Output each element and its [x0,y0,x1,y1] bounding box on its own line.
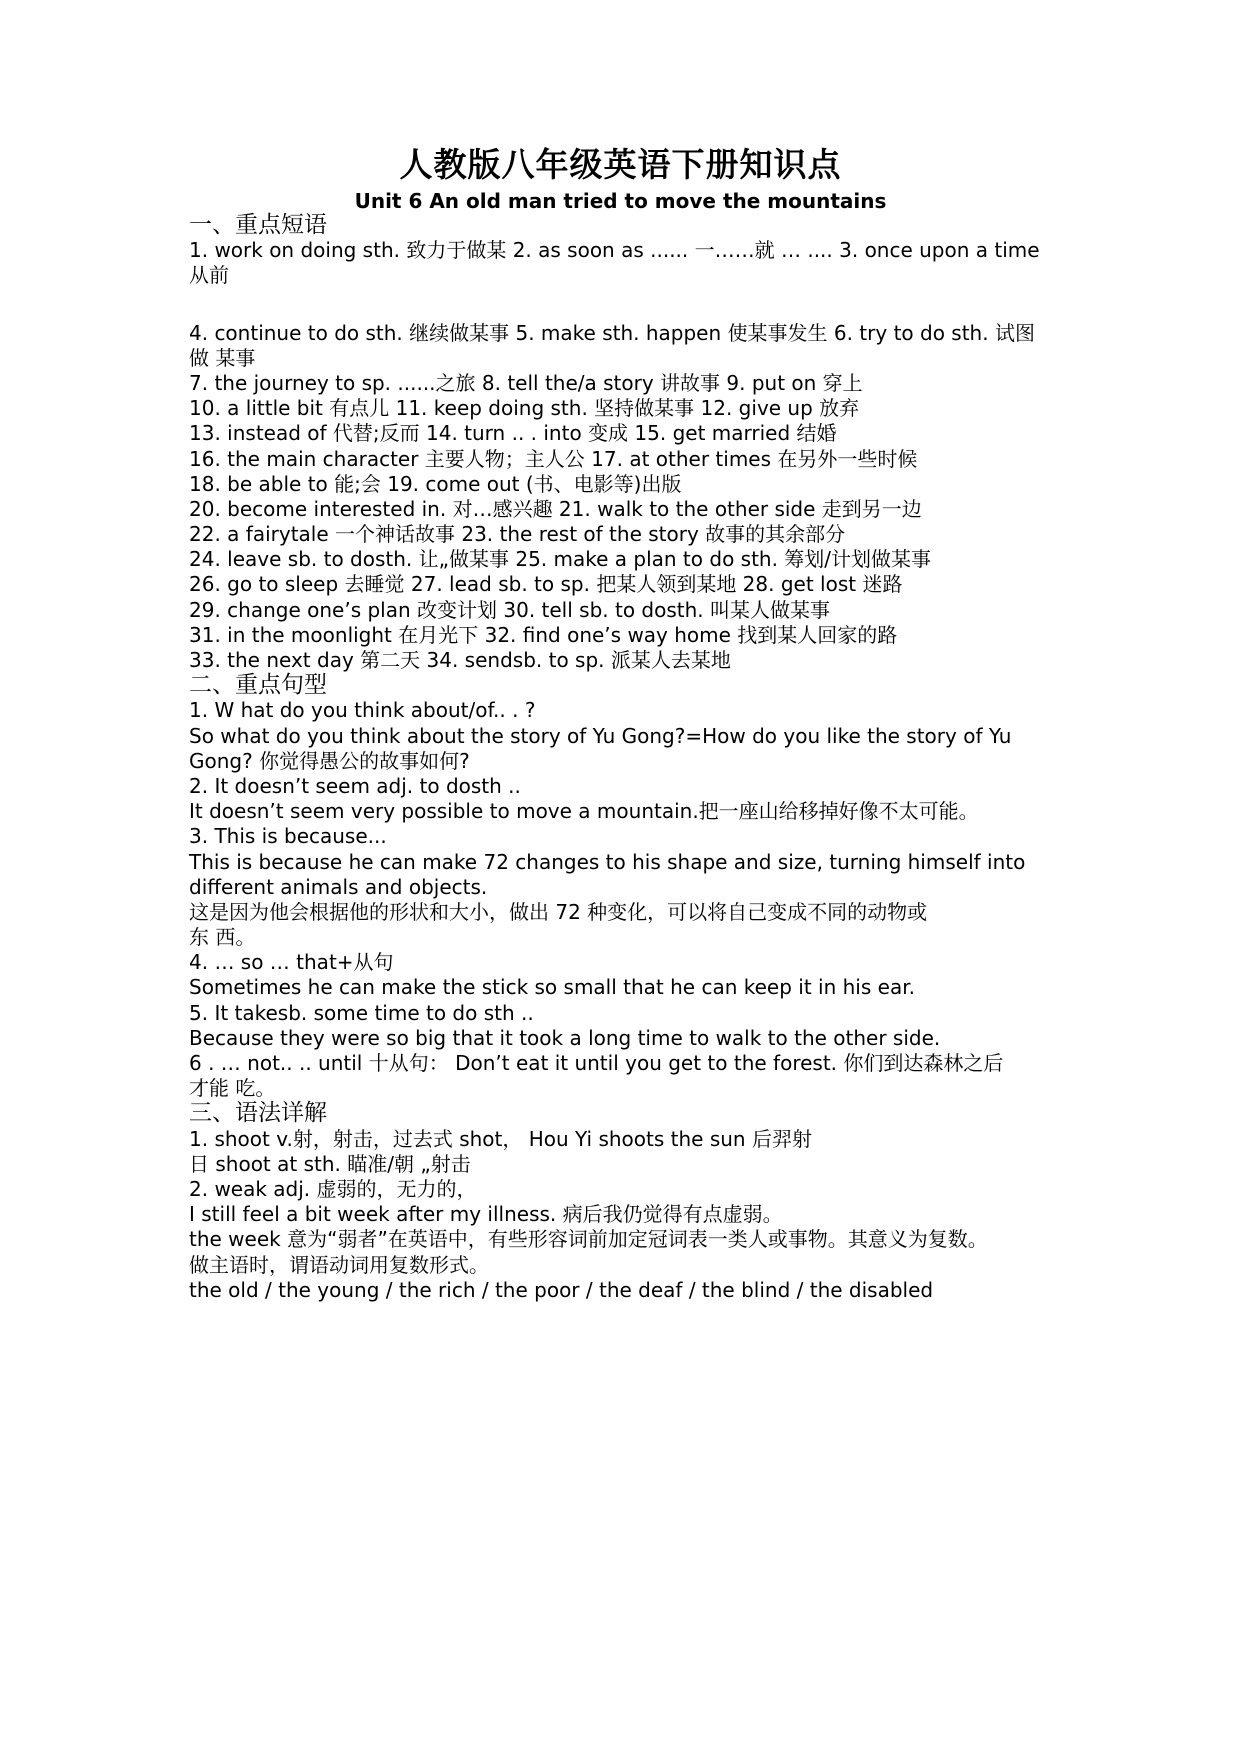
text-line: 1. shoot v.射，射击，过去式 shot， Hou Yi shoots the sun 后羿射 [189,1126,812,1151]
text-line: 33. the next day 第二天 34. sendsb. to sp. 派某人去某地 [189,648,731,672]
text-line: This is because he can make 72 changes to his shape and size, turning himself into [189,849,1026,874]
text-line: 24. leave sb. to dosth. 让„做某事 25. make a plan to do sth. 筹划/计划做某事 [189,547,932,572]
text-line: 3. This is because... [189,824,387,849]
text-line: the old / the young / the rich / the poor / the deaf / the blind / the disabled [189,1277,934,1302]
text-line: 日 shoot at sth. 瞄准/朝 „射击 [189,1151,471,1176]
section-heading: 二、重点句型 [189,672,327,699]
text-line: 6 . … not.. .. until 十从句： Don’t eat it until you get to the forest. 你们到达森林之后 [189,1051,1004,1075]
text-line: 1. work on doing sth. 致力于做某 2. as soon as ...... 一……就 … .... 3. once upon a time [189,238,1040,263]
text-line: 4. … so … that+从句 [189,950,394,975]
text-line: It doesn’t seem very possible to move a mountain.把一座山给移掉好像不太可能。 [189,799,979,824]
section-heading: 三、语法详解 [189,1100,327,1127]
text-line: 20. become interested in. 对…感兴趣 21. walk to the other side 走到另一边 [189,496,922,521]
text-line: Because they were so big that it took a long time to walk to the other side. [189,1025,941,1050]
text-line: 22. a fairytale 一个神话故事 23. the rest of the story 故事的其余部分 [189,522,846,547]
page-subtitle: Unit 6 An old man tried to move the mountains [354,189,887,213]
text-line: the week 意为“弱者”在英语中，有些形容词前加定冠词表一类人或事物。其意义为复数。 [189,1227,988,1252]
text-line: 从前 [189,263,229,288]
section-heading: 一、重点短语 [189,212,327,238]
blank-line [189,289,1069,321]
text-line: 才能 吃。 [189,1076,276,1101]
text-line: 13. instead of 代替;反而 14. turn .. . into 变成 15. get married 结婚 [189,421,837,446]
text-line: 31. in the moonlight 在月光下 32. find one’s way home 找到某人回家的路 [189,622,898,647]
text-line: So what do you think about the story of Yu Gong?=How do you like the story of Yu [189,723,1012,748]
text-line: Gong? 你觉得愚公的故事如何? [189,748,470,773]
text-line: 26. go to sleep 去睡觉 27. lead sb. to sp. 把某人领到某地 28. get lost 迷路 [189,572,903,597]
text-line: 这是因为他会根据他的形状和大小，做出 72 种变化，可以将自己变成不同的动物或 [189,899,928,924]
text-line: 7. the journey to sp. ......之旅 8. tell the/a story 讲故事 9. put on 穿上 [189,370,863,395]
page-title: 人教版八年级英语下册知识点 [399,145,842,184]
text-line: 10. a little bit 有点儿 11. keep doing sth. 坚持做某事 12. give up 放弃 [189,396,860,421]
text-line: 1. W hat do you think about/of.. . ? [189,698,536,723]
text-line: 东 西。 [189,925,256,950]
text-line: 2. weak adj. 虚弱的，无力的， [189,1176,477,1201]
text-line: 18. be able to 能;会 19. come out (书、电影等)出版 [189,471,682,496]
text-line: 29. change one’s plan 改变计划 30. tell sb. to dosth. 叫某人做某事 [189,597,831,622]
text-line: different animals and objects. [189,874,488,899]
text-line: 16. the main character 主要人物；主人公 17. at other times 在另外一些时候 [189,446,918,471]
document-body [189,213,1069,1303]
text-line: 5. It takesb. some time to do sth .. [189,1000,534,1025]
text-line: I still feel a bit week after my illness. 病后我仍觉得有点虚弱。 [189,1202,783,1227]
text-line: 做 某事 [189,345,256,370]
text-line: 做主语时，谓语动词用复数形式。 [189,1252,489,1277]
text-line: 4. continue to do sth. 继续做某事 5. make sth. happen 使某事发生 6. try to do sth. 试图 [189,320,1035,345]
text-line: 2. It doesn’t seem adj. to dosth .. [189,773,521,798]
text-line: Sometimes he can make the stick so small that he can keep it in his ear. [189,975,915,1000]
